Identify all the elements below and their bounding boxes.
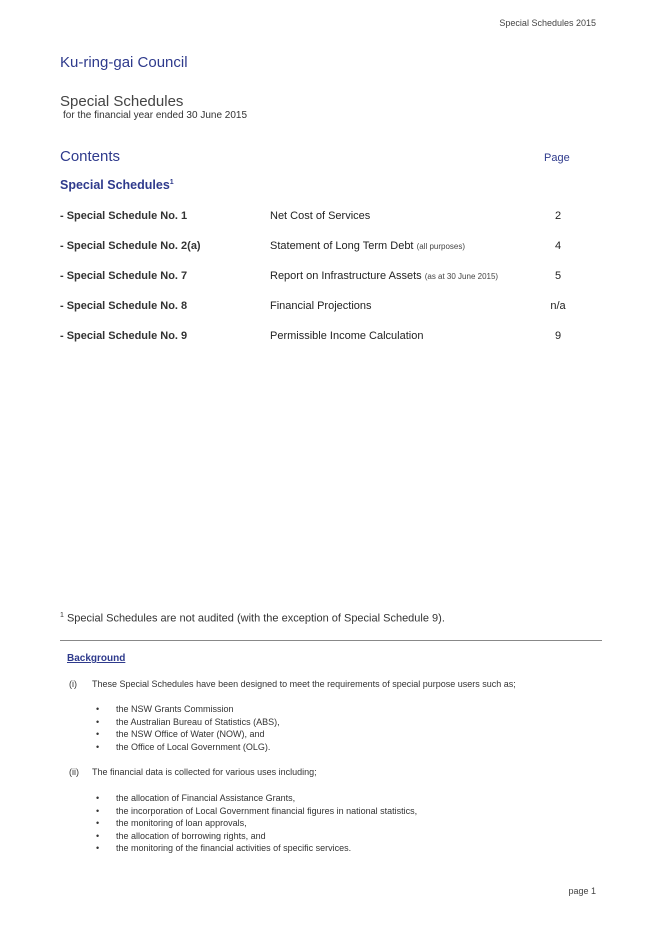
schedule-title-note: (all purposes) (416, 242, 466, 251)
footnote-marker: 1 (60, 612, 64, 619)
schedule-title-text: Permissible Income Calculation (270, 330, 424, 342)
contents-row (0, 270, 656, 286)
list-item: • the NSW Grants Commission (96, 703, 280, 716)
item-text: The financial data is collected for various uses including; (92, 767, 317, 777)
footnote-text: Special Schedules are not audited (with the exception of Special Schedule 9). (66, 612, 445, 625)
council-name: Ku-ring-gai Council (60, 54, 188, 71)
schedule-number: - Special Schedule No. 2(a) (60, 240, 201, 252)
contents-row (0, 300, 656, 316)
contents-row (0, 240, 656, 256)
page-column-heading: Page (544, 152, 570, 164)
special-schedules-heading-text: Special Schedules (60, 178, 170, 192)
list-item: • the incorporation of Local Government financial figures in national statistics, (96, 805, 417, 818)
schedule-title-note: (as at 30 June 2015) (424, 272, 499, 281)
schedule-title (270, 210, 370, 222)
document-subtitle: for the financial year ended 30 June 2015 (63, 110, 248, 121)
schedule-title (270, 270, 498, 282)
special-schedules-heading (60, 178, 174, 192)
list-item: • the Australian Bureau of Statistics (ABS), (96, 716, 280, 729)
list-item: • the monitoring of the financial activities of specific services. (96, 842, 417, 855)
divider (60, 640, 602, 641)
item-number: (i) (69, 679, 77, 689)
footnote-marker: 1 (169, 178, 174, 186)
schedule-title (270, 240, 465, 252)
running-header: Special Schedules 2015 (499, 18, 596, 28)
schedule-page: 5 (554, 270, 562, 282)
schedule-number: - Special Schedule No. 1 (60, 210, 188, 222)
contents-row (0, 330, 656, 346)
schedule-title-text: Financial Projections (270, 300, 372, 312)
schedule-number: - Special Schedule No. 7 (60, 270, 188, 282)
contents-heading: Contents (60, 148, 121, 165)
document-title: Special Schedules (60, 93, 184, 110)
schedule-title (270, 300, 372, 312)
bullet-list (96, 792, 417, 855)
footnote (60, 612, 445, 625)
bullet-list (96, 703, 280, 753)
list-item: • the monitoring of loan approvals, (96, 817, 417, 830)
schedule-number: - Special Schedule No. 9 (60, 330, 188, 342)
schedule-page: 9 (554, 330, 562, 342)
item-number: (ii) (69, 767, 79, 777)
item-text: These Special Schedules have been designed to meet the requirements of special purpose users such as; (92, 679, 516, 689)
list-item: • the allocation of Financial Assistance Grants, (96, 792, 417, 805)
list-item: • the NSW Office of Water (NOW), and (96, 728, 280, 741)
schedule-title-text: Statement of Long Term Debt (270, 240, 414, 252)
schedule-title (270, 330, 423, 342)
schedule-title-text: Report on Infrastructure Assets (270, 270, 422, 282)
contents-row (0, 210, 656, 226)
schedule-number: - Special Schedule No. 8 (60, 300, 188, 312)
schedule-title-text: Net Cost of Services (270, 210, 371, 222)
page-number: page 1 (568, 886, 596, 896)
list-item: • the Office of Local Government (OLG). (96, 741, 280, 754)
schedule-page: n/a (550, 300, 566, 312)
schedule-page: 4 (554, 240, 562, 252)
background-heading: Background (67, 653, 126, 664)
list-item: • the allocation of borrowing rights, and (96, 830, 417, 843)
schedule-page: 2 (554, 210, 562, 222)
